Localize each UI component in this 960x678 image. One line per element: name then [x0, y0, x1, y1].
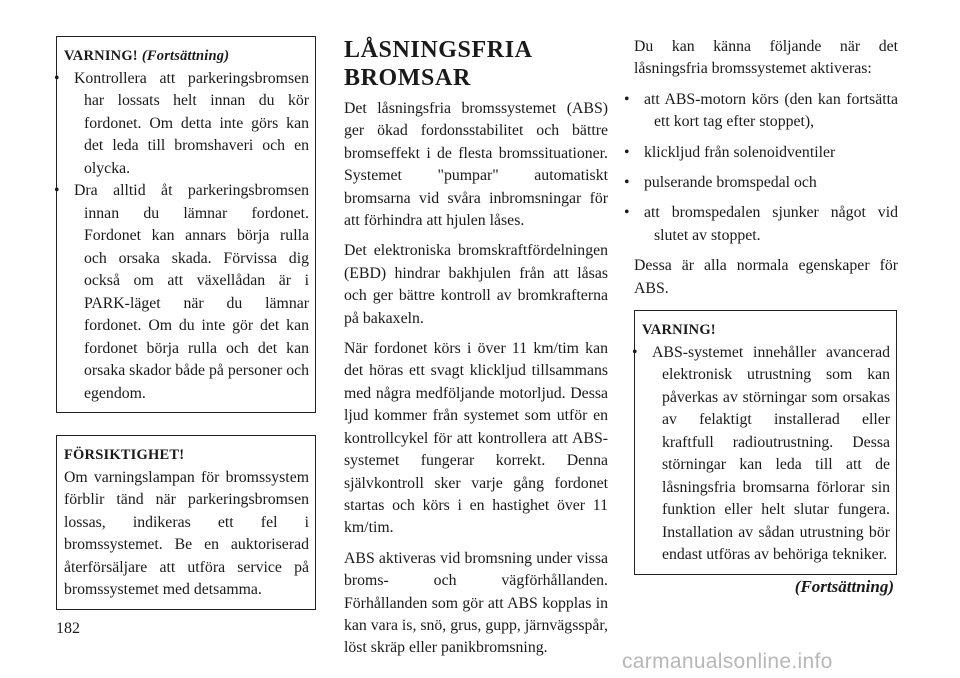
- warning-list: [64, 68, 309, 406]
- continued-label: (Fortsättning): [141, 48, 230, 64]
- left-column: [56, 36, 316, 610]
- list-item: • ABS-systemet innehåller avancerad elektronisk utrustning som kan påverkas av störningar som orsakas av felaktigt installerad eller kraftfull radioutrustning. Dessa störningar kan leda till att de låsningsfria bromsarna förlorar sin funktion eller helt slutar fungera. Installation av sådan utrustning bör endast utföras av behöriga tekniker.: [642, 342, 890, 567]
- warning-title: [64, 45, 309, 68]
- list-item: • Kontrollera att parkeringsbromsen har lossats helt innan du kör fordonet. Om detta inte görs kan det leda till bromshaveri och en olycka.: [64, 68, 309, 181]
- paragraph: Dessa är alla normala egenskaper för ABS.: [634, 257, 898, 297]
- warning-label: VARNING!: [64, 48, 138, 64]
- paragraph: När fordonet körs i över 11 km/tim kan det höras ett svagt klickljud tillsammans med några medföljande motorljud. Dessa ljud kommer från systemet som utför en kontrollcykel för att kontrollera att ABS-systemet fungerar korrekt. Denna självkontroll sker varje gång fordonet startas och körs i en hastighet över 11 km/tim.: [344, 340, 608, 537]
- warning-list: [642, 342, 890, 567]
- right-column: [634, 36, 898, 597]
- warning-box-continued: [56, 36, 316, 413]
- section-heading-line1: LÅSNINGSFRIA: [344, 37, 533, 63]
- section-heading: [344, 36, 608, 92]
- list-item: • pulserande bromspedal och: [634, 172, 898, 194]
- symptom-list: [634, 89, 898, 247]
- list-item: • att bromspedalen sjunker något vid slutet av stoppet.: [634, 202, 898, 247]
- paragraph: Det elektroniska bromskraftfördelningen (EBD) hindrar bakhjulen från att låsas och ger bättre kontroll av bromkrafterna på bakaxeln.: [344, 242, 608, 327]
- continued-label: (Fortsättning): [794, 576, 894, 596]
- warning-box: [634, 310, 897, 575]
- paragraph: ABS aktiveras vid bromsning under vissa broms- och vägförhållanden. Förhållanden som gör att ABS kopplas in kan vara is, snö, grus, gupp, järnvägsspår, löst skräp eller panikbromsning.: [344, 549, 608, 657]
- warning-title: VARNING!: [642, 322, 716, 339]
- paragraph: Du kan känna följande när det låsningsfria bromssystemet aktiveras:: [634, 38, 898, 78]
- list-item: • klickljud från solenoidventiler: [634, 142, 898, 164]
- caution-text: Om varningslampan för bromssystem förblir tänd när parkeringsbromsen lossas, indikeras ett fel i bromssystemet. Be en auktoriserad återförsäljare att utföra service på bromssystemet med detsamma.: [64, 468, 309, 598]
- caution-title: FÖRSIKTIGHET!: [64, 447, 185, 463]
- page-number: 182: [56, 620, 80, 637]
- middle-column: [344, 36, 608, 668]
- list-item: • att ABS-motorn körs (den kan fortsätta ett kort tag efter stoppet),: [634, 89, 898, 134]
- list-item: • Dra alltid åt parkeringsbromsen innan du lämnar fordonet. Fordonet kan annars börja rulla och orsaka skada. Förvissa dig också om att växellådan är i PARK-läget när du lämnar fordonet. Om du inte gör det kan fordonet börja rulla och det kan orsaka skador både på personer och egendom.: [64, 180, 309, 405]
- paragraph: Det låsningsfria bromssystemet (ABS) ger ökad fordonsstabilitet och bättre bromseffekt i de flesta bromssituationer. Systemet "pumpar" automatiskt bromsarna vid svåra inbromsningar för att förhindra att hjulen låses.: [344, 100, 608, 230]
- section-heading-line2: BROMSAR: [344, 65, 471, 91]
- watermark: carmanualsonline.info: [622, 650, 833, 673]
- caution-box: [56, 435, 316, 610]
